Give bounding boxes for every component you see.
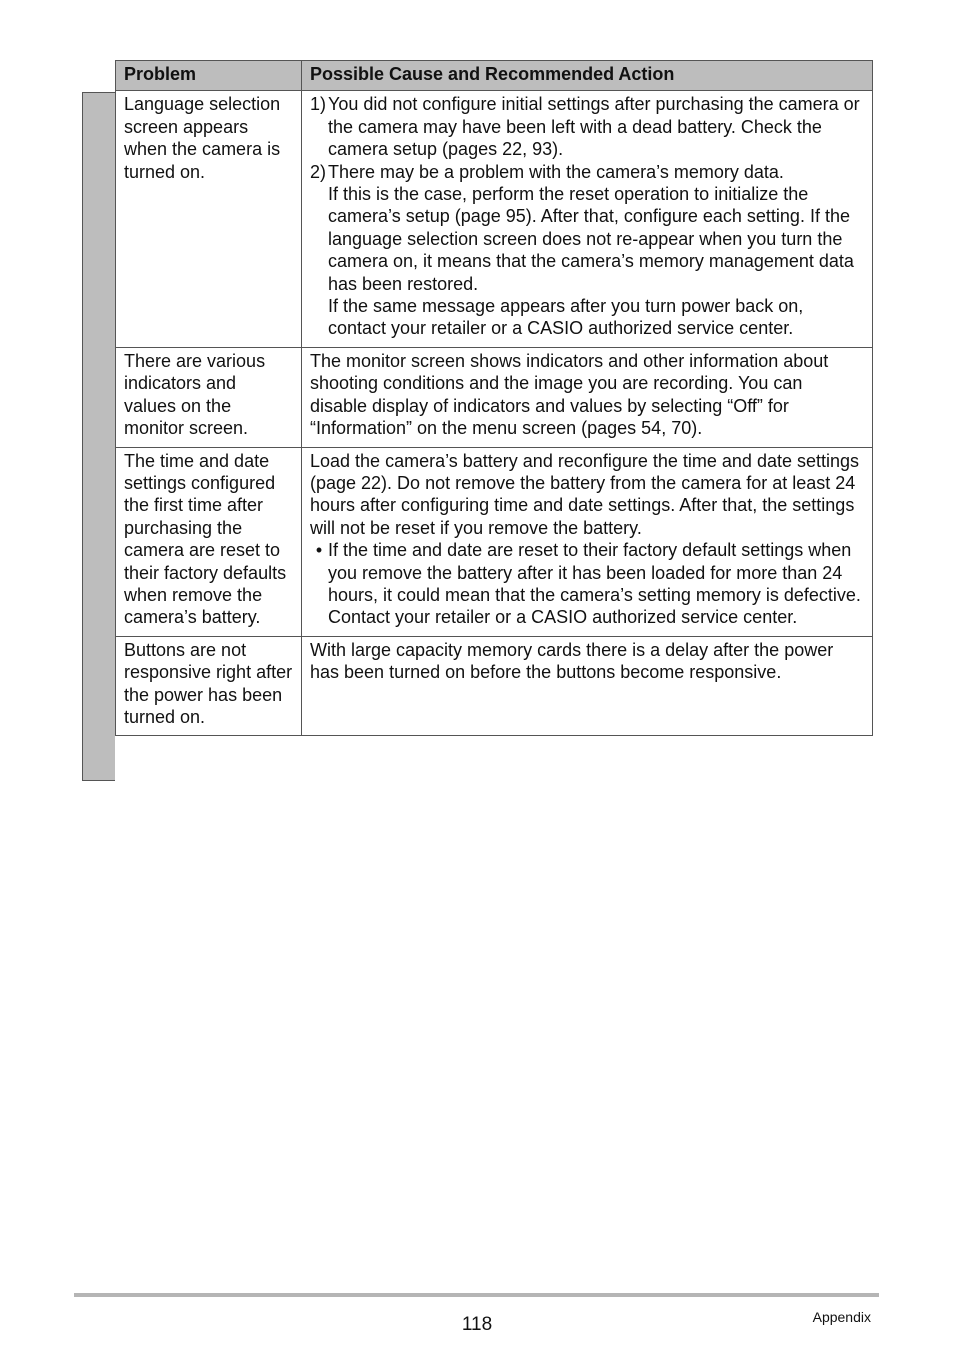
item-text: You did not configure initial settings after purchasing the camera or the camera may have been left with a dead battery. Check the camera setup (pages 22, 93). <box>328 94 860 160</box>
item-text: There may be a problem with the camera’s memory data. <box>328 161 784 182</box>
item-number: 1) <box>310 94 327 115</box>
footer-divider <box>74 1293 879 1297</box>
numbered-item <box>310 93 864 160</box>
troubleshooting-table <box>115 60 873 736</box>
bullet-text: If the time and date are reset to their factory default settings when you remove the battery after it has been loaded for more than 24 hours, it could mean that the camera’s setting memory is defective. Contact your retailer or a CASIO authorized service center. <box>328 540 861 628</box>
page-number: 118 <box>461 1314 493 1335</box>
table-row <box>116 347 873 447</box>
table-row <box>116 447 873 636</box>
header-action: Possible Cause and Recommended Action <box>302 61 873 91</box>
bullet-mark: • <box>315 540 323 561</box>
table-header-row <box>116 61 873 91</box>
numbered-item <box>310 161 864 183</box>
table-row <box>116 91 873 347</box>
section-side-tab <box>82 92 115 781</box>
section-label: Appendix <box>812 1309 871 1325</box>
item-number: 2) <box>310 161 327 182</box>
bullet-item <box>310 539 864 629</box>
table-row <box>116 636 873 736</box>
problem-cell: The time and date settings configured the first time after purchasing the camera are reset to their factory defaults when remove the camera’s battery. <box>116 447 302 636</box>
action-cell: The monitor screen shows indicators and other information about shooting conditions and the image you are recording. You can disable display of indicators and values by selecting “Off” for “Information” on the menu screen (pages 54, 70). <box>302 347 873 447</box>
problem-cell: Buttons are not responsive right after the power has been turned on. <box>116 636 302 736</box>
item-paragraph: If this is the case, perform the reset operation to initialize the camera’s setup (page 95). After that, configure each setting. If the language selection screen does not re-appear when you turn the camera on, it means that the camera’s memory management data has been restored. <box>328 184 854 294</box>
header-problem: Problem <box>116 61 302 91</box>
action-cell <box>302 447 873 636</box>
action-cell <box>302 91 873 347</box>
action-cell: With large capacity memory cards there is a delay after the power has been turned on before the buttons become responsive. <box>302 636 873 736</box>
item-paragraph: If the same message appears after you turn power back on, contact your retailer or a CASIO authorized service center. <box>328 296 804 339</box>
problem-cell: There are various indicators and values on the monitor screen. <box>116 347 302 447</box>
problem-cell: Language selection screen appears when the camera is turned on. <box>116 91 302 347</box>
action-paragraph: Load the camera’s battery and reconfigure the time and date settings (page 22). Do not remove the battery from the camera for at least 24 hours after configuring time and date settings. After that, the settings will not be reset if you remove the battery. <box>310 450 860 538</box>
